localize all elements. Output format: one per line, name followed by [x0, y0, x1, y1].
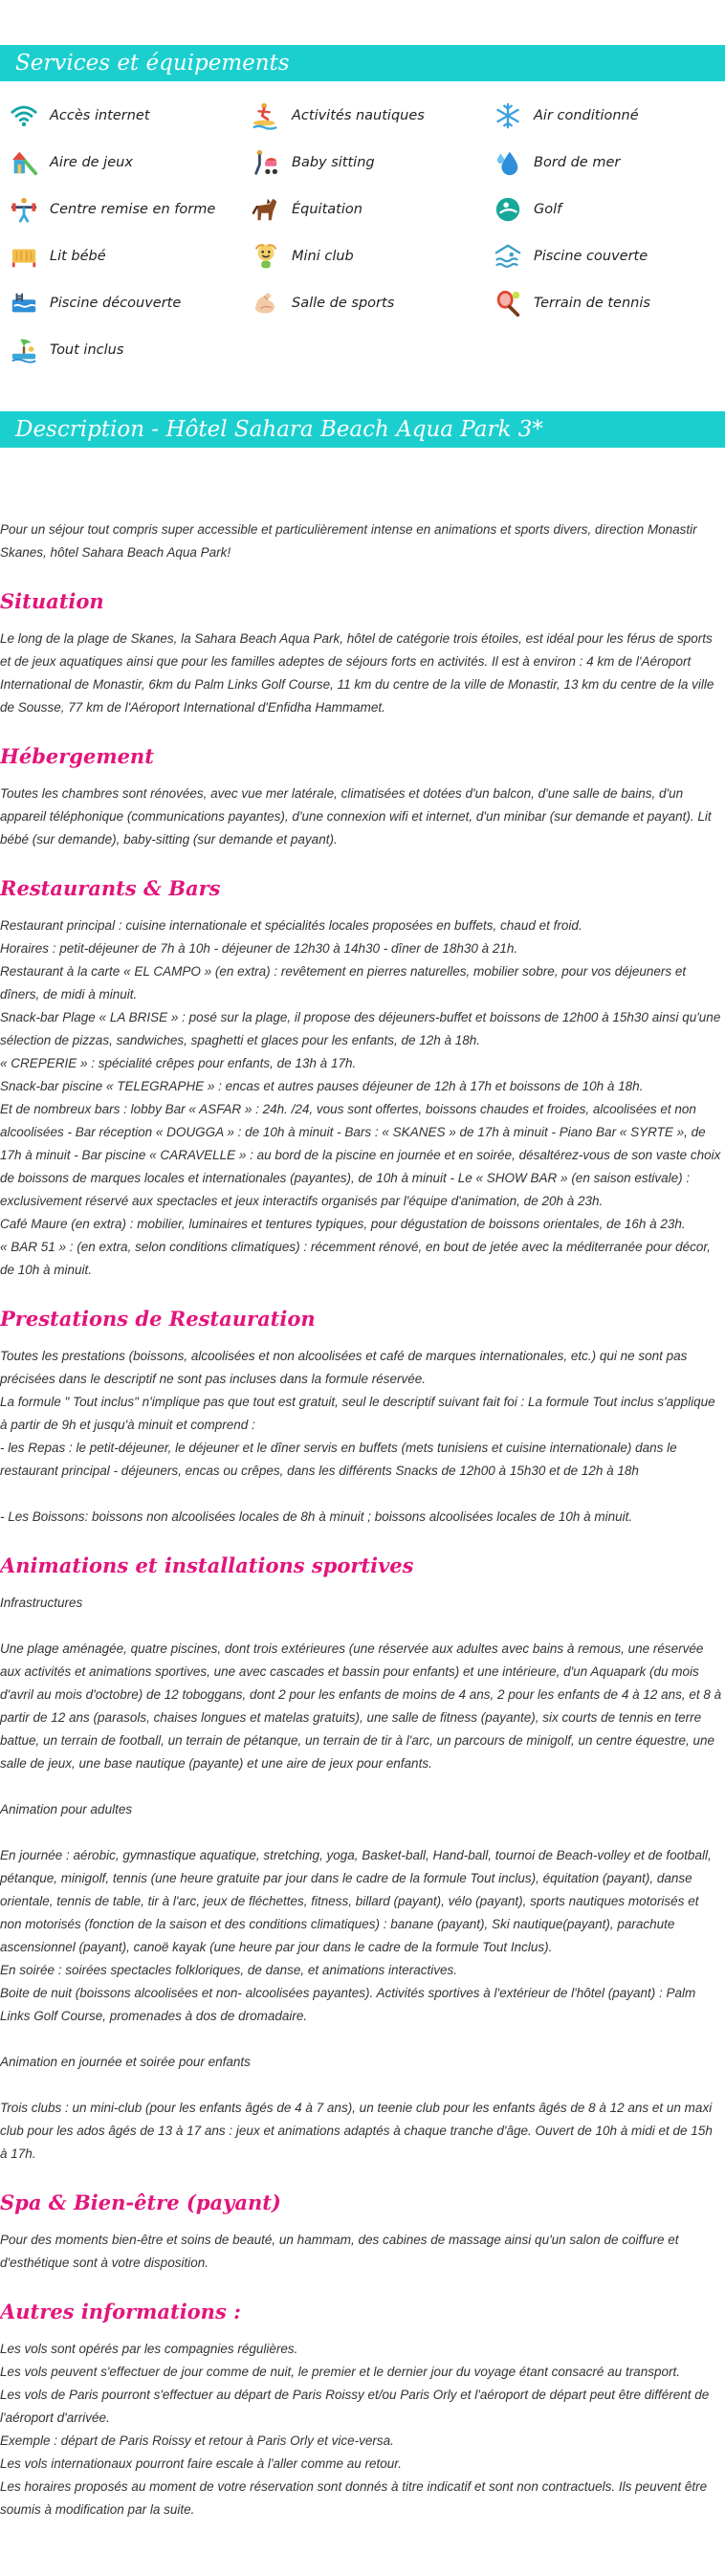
service-label: Piscine découverte — [50, 295, 182, 311]
section-paragraph: En soirée : soirées spectacles folkloriques, de danse, et animations interactives. — [0, 1963, 457, 1977]
service-label: Centre remise en forme — [50, 201, 216, 217]
fitness-icon — [8, 193, 40, 226]
service-item — [8, 139, 250, 186]
section-paragraph: Une plage aménagée, quatre piscines, dont trois extérieures (une réservée aux adultes avec bains à remous, une réservée aux activités et animations sportives, une avec cascades et bassin pour enfants) et une intérieure, d'un Aquapark (du mois d'avril au mois d'octobre) de 12 toboggans, dont 2 pour les enfants de moins de 4 ans, 2 pour les enfants de 4 à 12 ans, et 8 à partir de 12 ans (parasols, chaises longues et matelas gratuits), une salle de fitness (payante), six courts de tennis en terre battue, un terrain de football, un terrain de pétanque, un terrain de tir à l'arc, un parcours de minigolf, un centre équestre, une salle de jeux, une base nautique (payante) et une aire de jeux pour enfants. — [0, 1641, 722, 1771]
section-paragraph: Snack-bar Plage « LA BRISE » : posé sur la plage, il propose des déjeuners-buffet et boissons de 12h00 à 15h30 ainsi qu'une sélection de pizzas, sandwiches, spaghetti et glaces pour les enfants, de 12h à 18h. — [0, 1010, 721, 1047]
section-paragraph: Restaurant principal : cuisine internationale et spécialités locales proposées en buffets, chaud et froid. — [0, 918, 582, 933]
service-item — [8, 92, 250, 139]
service-label: Piscine couverte — [534, 248, 648, 264]
section-paragraph: Et de nombreux bars : lobby Bar « ASFAR » : 24h. /24, vous sont offertes, boissons chaudes et froides, alcoolisées et non alcoolisées - Bar réception « DOUGGA » : de 10h à minuit - Bars : « SKANES » de 17h à minuit - Piano Bar « SYRTE », de 17h à minuit - Bar piscine « CARAVELLE » : au bord de la piscine en journée et en soirée, désaltérez-vous de son vaste choix de boissons de marques locales et internationales (payantes), de 10h à minuit - Le « SHOW BAR » (en saison estivale) : exclusivement réservé aux spectacles et jeux interactifs organisés par l'équipe d'animation, de 20h à 23h. — [0, 1102, 721, 1208]
snowflake-icon — [492, 99, 524, 132]
description-sections — [0, 564, 725, 2521]
service-item — [492, 186, 725, 232]
service-item — [492, 232, 725, 279]
section-title-gap — [0, 2217, 725, 2229]
service-item — [8, 326, 250, 373]
section-title: Situation — [0, 589, 104, 613]
section-paragraph: Toutes les prestations (boissons, alcoolisées et non alcoolisées et café de marques internationales, etc.) qui ne sont pas précisées dans le descriptif ne sont pas incluses dans la formule réservée. — [0, 1349, 688, 1386]
muscle-icon — [250, 287, 282, 319]
service-item — [492, 139, 725, 186]
outdoor-pool-icon — [8, 287, 40, 319]
section-title-gap — [0, 1580, 725, 1592]
service-label: Activités nautiques — [292, 107, 425, 123]
section-spacer — [0, 2275, 725, 2298]
all-inclusive-icon — [8, 334, 40, 366]
section-paragraph: Les horaires proposés au moment de votre réservation sont donnés à titre indicatif et sont non contractuels. Ils peuvent être soumis à modification par la suite. — [0, 2479, 708, 2517]
description-content — [0, 518, 725, 2521]
service-item — [492, 279, 725, 326]
section-title: Restaurants & Bars — [0, 876, 221, 900]
section-paragraph: La formule " Tout inclus" n'implique pas que tout est gratuit, seul le descriptif suivant fait foi : La formule Tout inclus s'applique à partir de 9h et jusqu'à minuit et comprend : — [0, 1395, 715, 1432]
services-header: Services et équipements — [0, 45, 725, 81]
section-paragraph: Les vols peuvent s'effectuer de jour comme de nuit, le premier et le dernier jour du voyage étant consacré au transport. — [0, 2365, 680, 2379]
section-paragraph: - Les Boissons: boissons non alcoolisées locales de 8h à minuit ; boissons alcoolisées locales de 10h à minuit. — [0, 1509, 633, 1524]
section-title-gap — [0, 616, 725, 627]
section-title-gap — [0, 903, 725, 914]
service-label: Tout inclus — [50, 341, 124, 358]
blank-line — [0, 1615, 725, 1638]
section-paragraph: Café Maure (en extra) : mobilier, luminaires et tentures typiques, pour dégustation de boissons orientales, de 16h à 23h. — [0, 1217, 686, 1231]
section-title: Animations et installations sportives — [0, 1553, 414, 1577]
horse-icon — [250, 193, 282, 226]
service-label: Bord de mer — [534, 154, 621, 170]
section-spacer — [0, 851, 725, 874]
blank-line — [0, 1775, 725, 1798]
service-label: Salle de sports — [292, 295, 395, 311]
indoor-pool-icon — [492, 240, 524, 273]
description-intro: Pour un séjour tout compris super accessible et particulièrement intense en animations et sports divers, direction Monastir Skanes, hôtel Sahara Beach Aqua Park! — [0, 522, 697, 560]
service-item — [250, 186, 492, 232]
blank-line — [0, 2028, 725, 2051]
section-spacer — [0, 2166, 725, 2189]
section-paragraph: Les vols sont opérés par les compagnies régulières. — [0, 2342, 298, 2356]
section-paragraph: Les vols de Paris pourront s'effectuer au départ de Paris Roissy et/ou Paris Orly et l'aéroport de départ peut être différent de l'aéroport d'arrivée. — [0, 2388, 710, 2425]
tennis-icon — [492, 287, 524, 319]
section-title: Autres informations : — [0, 2300, 241, 2323]
section-title: Spa & Bien-être (payant) — [0, 2191, 281, 2214]
section-title-gap — [0, 1333, 725, 1345]
service-item — [250, 139, 492, 186]
crib-icon — [8, 240, 40, 273]
section-paragraph: Pour des moments bien-être et soins de beauté, un hammam, des cabines de massage ainsi qu'un salon de coiffure et d'esthétique sont à votre disposition. — [0, 2233, 679, 2270]
section-paragraph: Animation en journée et soirée pour enfants — [0, 2055, 251, 2069]
section-paragraph: Les vols internationaux pourront faire escale à l'aller comme au retour. — [0, 2456, 403, 2471]
service-item — [250, 232, 492, 279]
kid-icon — [250, 240, 282, 273]
service-item — [8, 232, 250, 279]
section-paragraph: Restaurant à la carte « EL CAMPO » (en extra) : revêtement en pierres naturelles, mobilier sobre, pour vos déjeuners et dîners, de midi à minuit. — [0, 964, 687, 1002]
section-title: Hébergement — [0, 744, 154, 768]
service-item — [492, 92, 725, 139]
service-item — [8, 186, 250, 232]
wifi-icon — [8, 99, 40, 132]
section-spacer — [0, 564, 725, 587]
service-item — [8, 279, 250, 326]
section-paragraph: Animation pour adultes — [0, 1802, 133, 1816]
playground-icon — [8, 146, 40, 179]
section-paragraph: - les Repas : le petit-déjeuner, le déjeuner et le dîner servis en buffets (mets tunisiens et cuisine internationale) dans le restaurant principal - déjeuners, encas ou crêpes, dans les différents Snacks de 12h00 à 15h30 et de 12h à 18h — [0, 1441, 677, 1478]
golf-icon — [492, 193, 524, 226]
section-title-gap — [0, 2326, 725, 2338]
section-paragraph: Snack-bar piscine « TELEGRAPHE » : encas et autres pauses déjeuner de 12h à 17h et boissons de 10h à 18h. — [0, 1079, 644, 1093]
section-paragraph: Toutes les chambres sont rénovées, avec vue mer latérale, climatisées et dotées d'un balcon, d'une salle de bains, d'un appareil téléphonique (communications payantes), d'une connexion wifi et internet, d'un minibar (sur demande et payant). Lit bébé (sur demande), baby-sitting (sur demande et payant). — [0, 786, 712, 847]
section-spacer — [0, 1529, 725, 1552]
section-spacer — [0, 1282, 725, 1305]
section-title-gap — [0, 771, 725, 782]
service-label: Lit bébé — [50, 248, 106, 264]
service-item — [250, 279, 492, 326]
service-label: Baby sitting — [292, 154, 375, 170]
service-label: Aire de jeux — [50, 154, 133, 170]
section-spacer — [0, 719, 725, 742]
service-label: Terrain de tennis — [534, 295, 650, 311]
service-label: Mini club — [292, 248, 354, 264]
service-label: Air conditionné — [534, 107, 639, 123]
stroller-icon — [250, 146, 282, 179]
surf-icon — [250, 99, 282, 132]
water-drop-icon — [492, 146, 524, 179]
blank-line — [0, 2074, 725, 2097]
description-header: Description - Hôtel Sahara Beach Aqua Park 3* — [0, 411, 725, 448]
service-label: Golf — [534, 201, 562, 217]
section-paragraph: « BAR 51 » : (en extra, selon conditions climatiques) : récemment rénové, en bout de jetée avec la méditerranée pour décor, de 10h à minuit. — [0, 1240, 711, 1277]
section-paragraph: Boite de nuit (boissons alcoolisées et non- alcoolisées payantes). Activités sportives à l'extérieur de l'hôtel (payant) : Palm Links Golf Course, promenades à dos de dromadaire. — [0, 1986, 696, 2023]
section-paragraph: Horaires : petit-déjeuner de 7h à 10h - déjeuner de 12h30 à 14h30 - dîner de 18h30 à 21h. — [0, 941, 518, 956]
services-grid — [0, 81, 725, 373]
section-paragraph: « CREPERIE » : spécialité crêpes pour enfants, de 13h à 17h. — [0, 1056, 357, 1070]
blank-line — [0, 1483, 725, 1506]
section-paragraph: Exemple : départ de Paris Roissy et retour à Paris Orly et vice-versa. — [0, 2433, 394, 2448]
section-title: Prestations de Restauration — [0, 1307, 316, 1331]
section-paragraph: En journée : aérobic, gymnastique aquatique, stretching, yoga, Basket-ball, Hand-ball, tournoi de Beach-volley et de football, pétanque, minigolf, tennis (une heure gratuite par jour dans le cadre de la formule Tout inclus), équitation (payant), danse orientale, tennis de table, tir à l'arc, jeux de fléchettes, fitness, billard (payant), vélo (payant), sports nautiques motorisés et non motorisés (fonction de la saison et des conditions climatiques) : banane (payant), Ski nautique(payant), parachute ascensionnel (payant), canoë kayak (une heure par jour dans le cadre de la formule Tout Inclus). — [0, 1848, 712, 1954]
service-label: Équitation — [292, 201, 362, 217]
section-paragraph: Trois clubs : un mini-club (pour les enfants âgés de 4 à 7 ans), un teenie club pour les enfants âgés de 8 à 12 ans et un maxi club pour les ados âgés de 13 à 17 ans : jeux et animations adaptés à chaque tranche d'âge. Ouvert de 10h à midi et de 15h à 17h. — [0, 2101, 713, 2161]
blank-line — [0, 1821, 725, 1844]
service-label: Accès internet — [50, 107, 150, 123]
section-paragraph: Infrastructures — [0, 1596, 83, 1610]
section-paragraph: Le long de la plage de Skanes, la Sahara Beach Aqua Park, hôtel de catégorie trois étoiles, est idéal pour les férus de sports et de jeux aquatiques ainsi que pour les familles adeptes de séjours forts en activités. Il est à environ : 4 km de l'Aéroport International de Monastir, 6km du Palm Links Golf Course, 11 km du centre de la ville de Monastir, 13 km du centre de la ville de Sousse, 77 km de l'Aéroport International d'Enfidha Hammamet. — [0, 631, 714, 715]
service-item — [250, 92, 492, 139]
